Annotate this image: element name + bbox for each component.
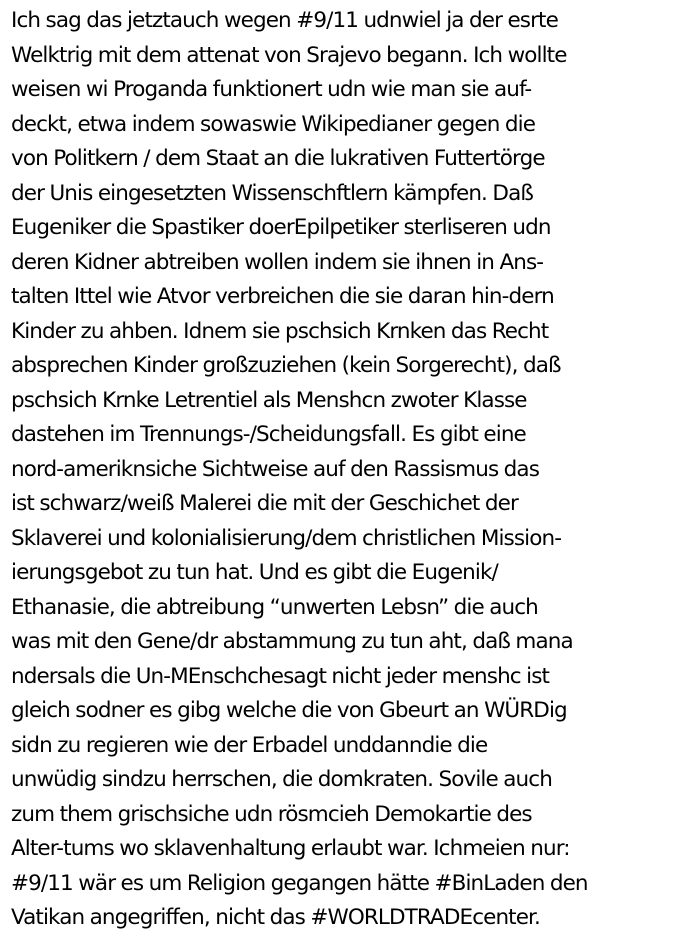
text-line: talten Ittel wie Atvor verbreichen die sie daran hin-dern (11, 284, 554, 309)
text-line: ierungsgebot zu tun hat. Und es gibt die Eugenik/ (11, 560, 498, 585)
text-line: Ethanasie, die abtreibung “unwerten Lebsn” die auch (11, 594, 538, 620)
text-line: Vatikan angegriffen, nicht das #WORLDTRADEcenter. (11, 905, 540, 930)
text-line: pschsich Krnke Letrentiel als Menshcn zwoter Klasse (11, 387, 527, 413)
text-line: gleich sodner es gibg welche die von Gbeurt an WÜRDig (11, 698, 567, 723)
text-line: #9/11 wär es um Religion gegangen hätte #BinLaden den (11, 870, 588, 896)
text-line: Kinder zu ahben. Idnem sie pschsich Krnken das Recht (11, 318, 549, 344)
text-line: weisen wi Proganda funktionert udn wie man sie auf- (11, 77, 532, 102)
text-line: Alter-tums wo sklavenhaltung erlaubt war. Ichmeien nur: (11, 836, 570, 861)
text-line: deckt, etwa indem sowaswie Wikipedianer gegen die (11, 111, 536, 137)
text-line: unwüdig sindzu herrschen, die domkraten. Sovile auch (11, 767, 552, 792)
text-line: Sklaverei und kolonialisierung/dem christlichen Mission- (11, 525, 562, 551)
text-line: der Unis eingesetzten Wissenschftlern kämpfen. Daß (11, 180, 533, 206)
text-line: nord-ameriknsiche Sichtweise auf den Rassismus das (11, 456, 540, 482)
body-text (11, 4, 679, 936)
text-line: Eugeniker die Spastiker doerEpilpetiker sterliseren udn (11, 215, 551, 240)
text-line: sidn zu regieren wie der Erbadel unddanndie die (11, 732, 488, 758)
text-line: dastehen im Trennungs-/Scheidungsfall. Es gibt eine (11, 422, 526, 447)
text-line: Ich sag das jetztauch wegen #9/11 udnwiel ja der esrte (11, 8, 558, 33)
text-line: deren Kidner abtreiben wollen indem sie ihnen in Ans- (11, 249, 544, 275)
text-line: von Politkern / dem Staat an die lukrativen Futtertörge (11, 146, 545, 171)
text-line: ist schwarz/weiß Malerei die mit der Geschichet der (11, 491, 518, 516)
text-line: zum them grischsiche udn rösmcieh Demokartie des (11, 801, 532, 827)
text-line: Welktrig mit dem attenat von Srajevo begann. Ich wollte (11, 42, 567, 68)
text-line: was mit den Gene/dr abstammung zu tun aht, daß mana (11, 629, 573, 654)
text-line: ndersals die Un-MEnschchesagt nicht jeder menshc ist (11, 663, 550, 689)
text-line: absprechen Kinder großzuziehen (kein Sorgerecht), daß (11, 353, 561, 378)
